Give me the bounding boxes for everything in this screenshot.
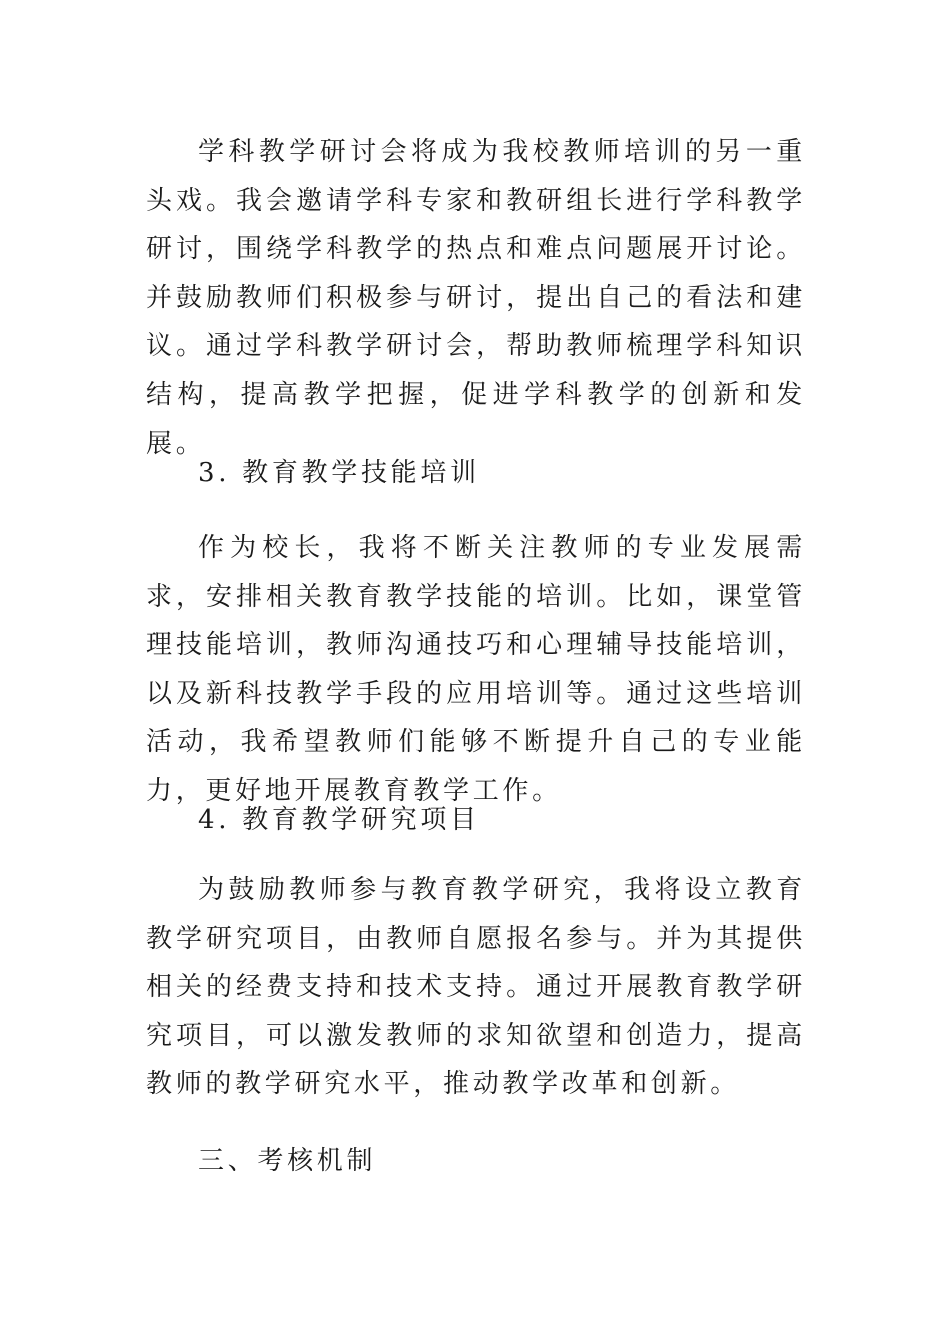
heading-teaching-skills-training: 3. 教育教学技能培训 (198, 458, 480, 488)
heading-assessment-mechanism: 三、考核机制 (198, 1146, 377, 1176)
paragraph-skills-training: 作为校长，我将不断关注教师的专业发展需求，安排相关教育教学技能的培训。比如，课堂管理技能培训，教师沟通技巧和心理辅导技能培训，以及新科技教学手段的应用培训等。通过这些培训活动，我希望教师们能够不断提升自己的专业能力，更好地开展教育教学工作。 (146, 533, 806, 806)
heading-research-projects: 4. 教育教学研究项目 (198, 805, 480, 835)
paragraph-research-projects: 为鼓励教师参与教育教学研究，我将设立教育教学研究项目，由教师自愿报名参与。并为其提供相关的经费支持和技术支持。通过开展教育教学研究项目，可以激发教师的求知欲望和创造力，提高教师的教学研究水平，推动教学改革和创新。 (146, 875, 806, 1100)
paragraph-subject-seminar: 学科教学研讨会将成为我校教师培训的另一重头戏。我会邀请学科专家和教研组长进行学科教学研讨，围绕学科教学的热点和难点问题展开讨论。并鼓励教师们积极参与研讨，提出自己的看法和建议。通过学科教学研讨会，帮助教师梳理学科知识结构，提高教学把握，促进学科教学的创新和发展。 (146, 137, 806, 459)
